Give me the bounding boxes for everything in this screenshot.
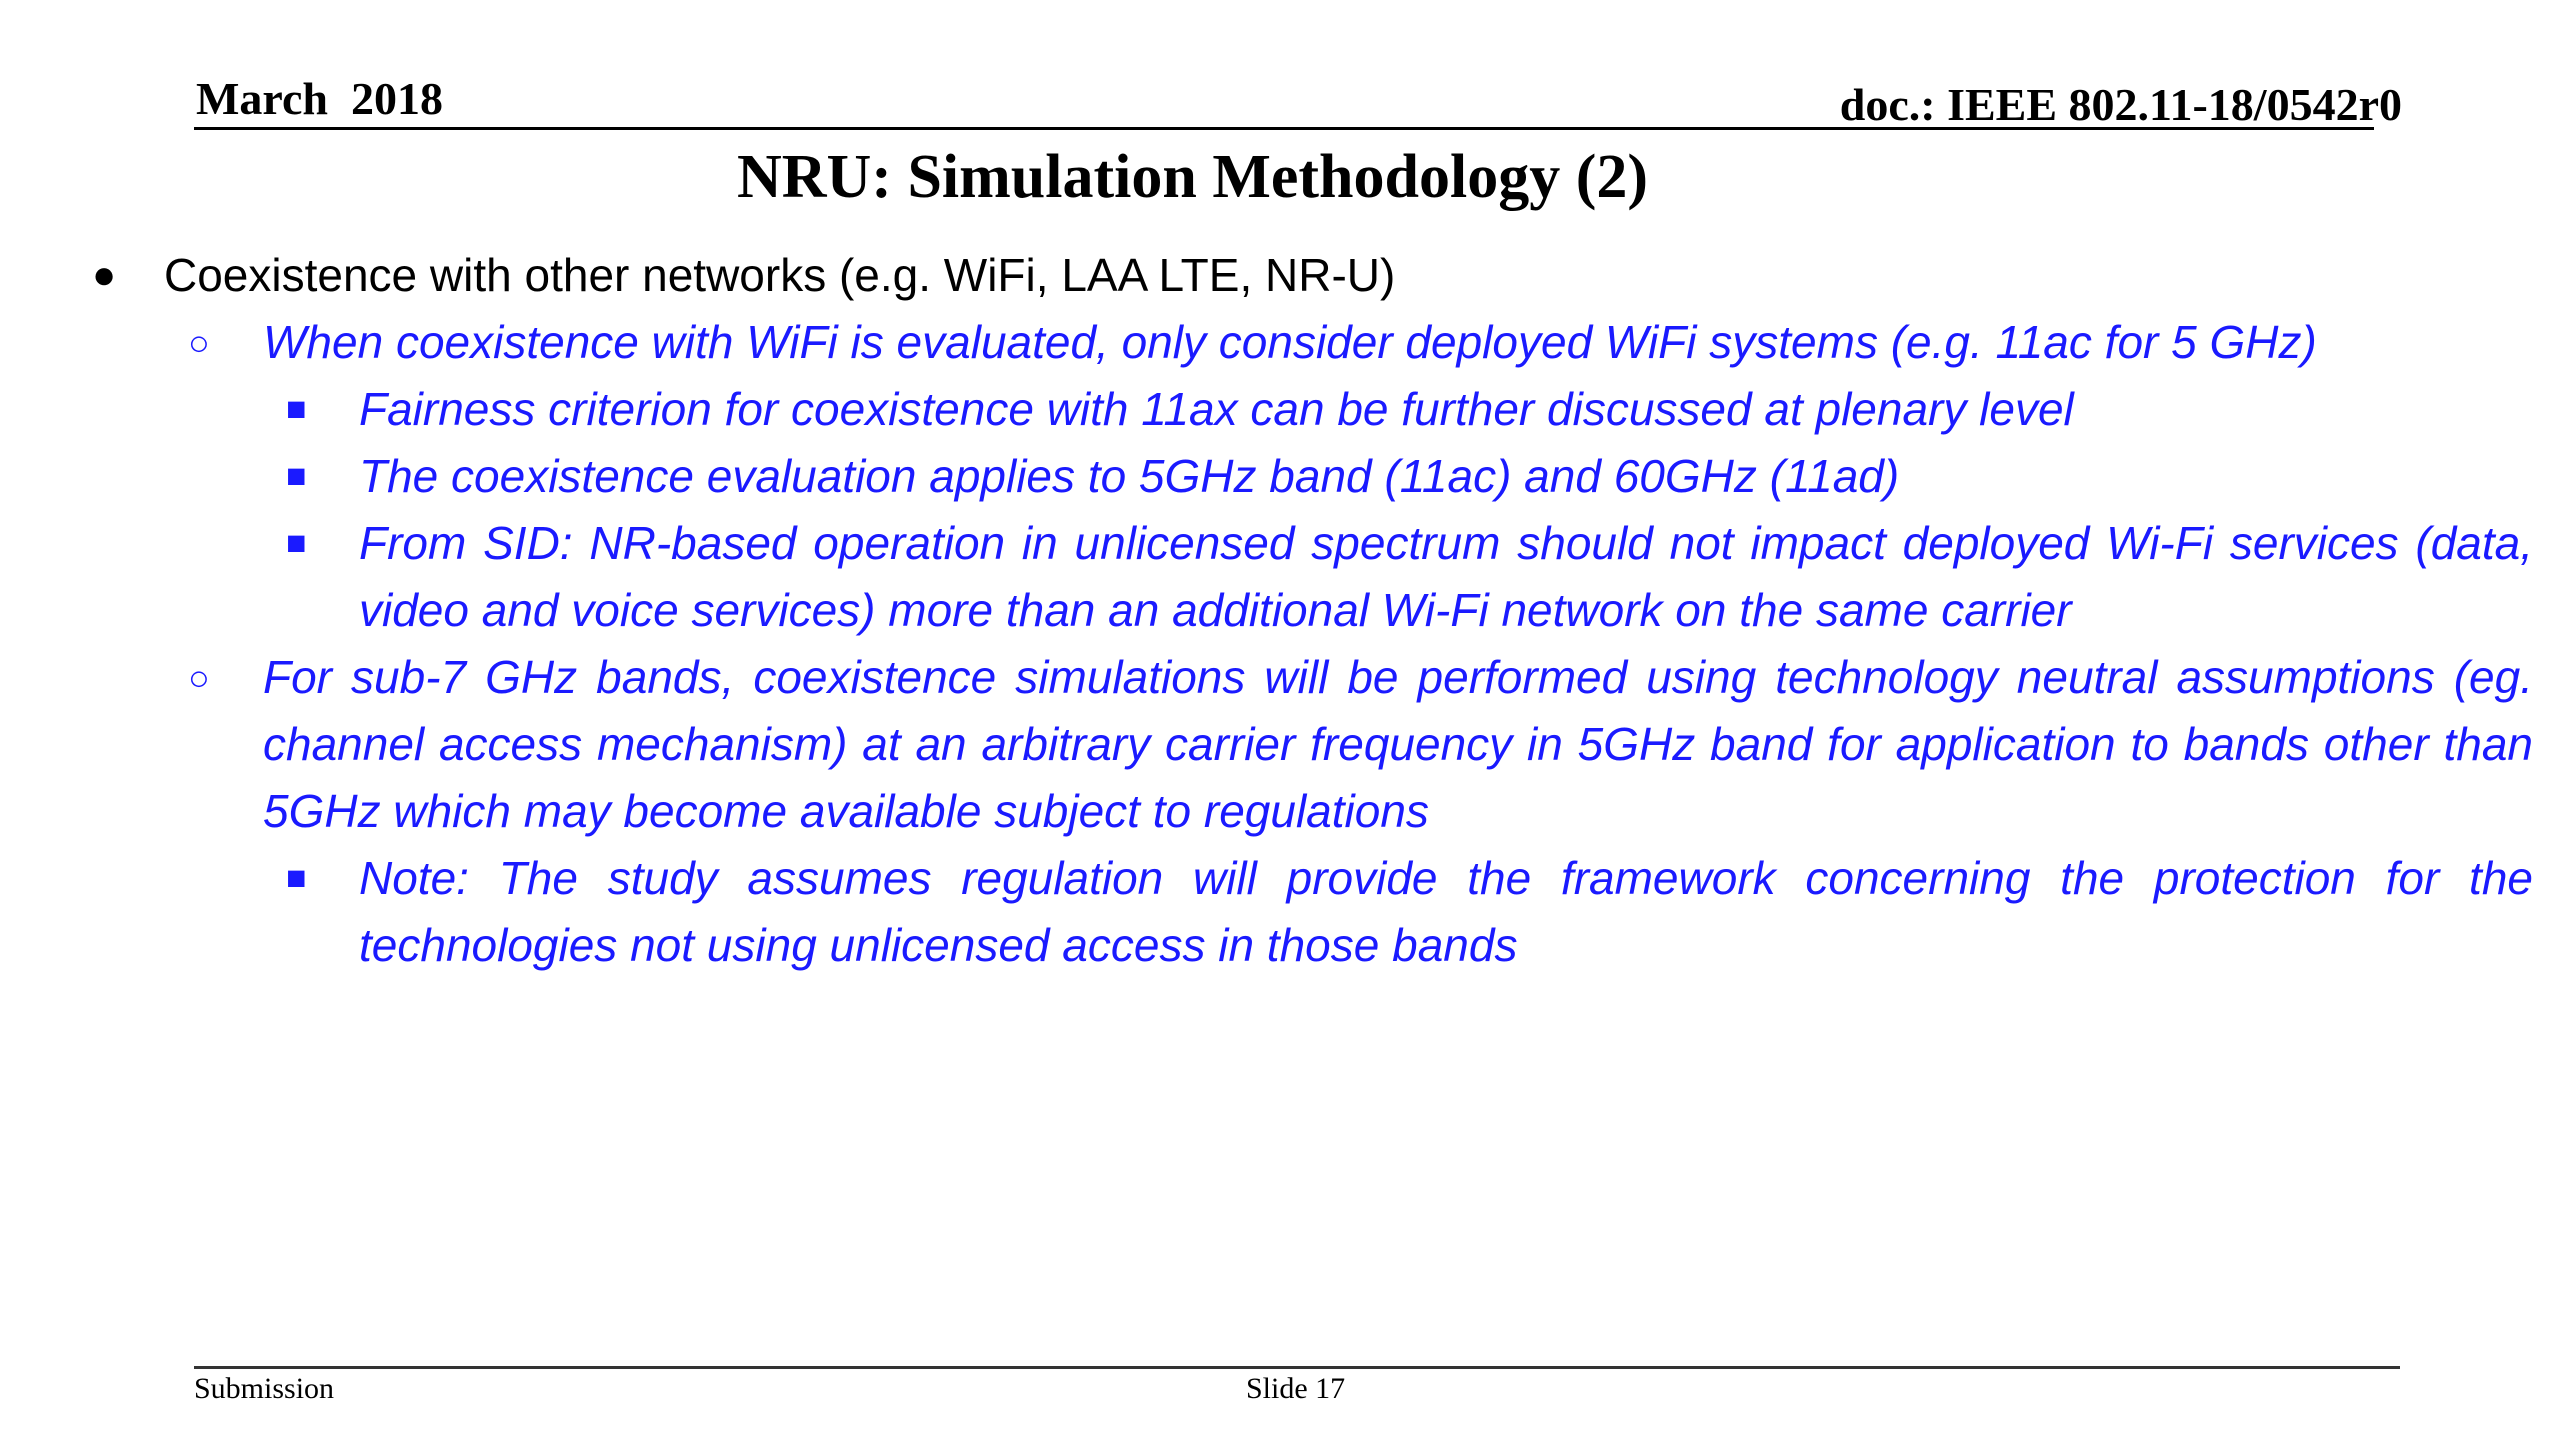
- bullet-text: Fairness criterion for coexistence with 11ax can be further discussed at plenary level: [359, 383, 2074, 435]
- bullet-text: Coexistence with other networks (e.g. WiFi, LAA LTE, NR-U): [164, 249, 1396, 301]
- bullet-list: [0, 242, 2560, 979]
- bullet-item: [0, 510, 2533, 644]
- bullet-item: [0, 644, 2533, 845]
- bullet-text: From SID: NR-based operation in unlicensed spectrum should not impact deployed Wi-Fi services (data, video and voice services) more than an additional Wi-Fi network on the same carrier: [359, 517, 2533, 636]
- bullet-glyph: ○: [188, 657, 210, 698]
- bullet-item: [0, 376, 2533, 443]
- bullet-glyph: ■: [286, 390, 307, 428]
- bullet-item: [0, 443, 2533, 510]
- bullet-glyph: ■: [286, 859, 307, 897]
- bullet-text: When coexistence with WiFi is evaluated, only consider deployed WiFi systems (e.g. 11ac for 5 GHz): [263, 316, 2317, 368]
- bullet-glyph: ○: [188, 322, 210, 363]
- header-date: March 2018: [196, 73, 444, 124]
- header-doc-id: doc.: IEEE 802.11-18/0542r0: [1839, 79, 2402, 130]
- bullet-item: [0, 242, 2244, 309]
- bullet-text: For sub-7 GHz bands, coexistence simulations will be performed using technology neutral assumptions (eg. channel access mechanism) at an arbitrary carrier frequency in 5GHz band for application to bands other than 5GHz which may become available subject to regulations: [263, 651, 2533, 837]
- bullet-item: [0, 845, 2533, 979]
- bullet-glyph: ■: [286, 524, 307, 562]
- footer-submission: Submission: [194, 1372, 335, 1405]
- bullet-text: The coexistence evaluation applies to 5GHz band (11ac) and 60GHz (11ad): [359, 450, 1900, 502]
- footer-slide-number: Slide 17: [1246, 1372, 1346, 1405]
- bullet-glyph: ■: [286, 457, 307, 495]
- bullet-text: Note: The study assumes regulation will provide the framework concerning the protection for the technologies not using unlicensed access in those bands: [359, 852, 2533, 971]
- footer-divider: [194, 1366, 2400, 1369]
- bullet-item: [0, 309, 2533, 376]
- header-divider: [194, 127, 2374, 130]
- slide-title: NRU: Simulation Methodology (2): [736, 143, 1649, 211]
- bullet-glyph: ●: [92, 253, 117, 297]
